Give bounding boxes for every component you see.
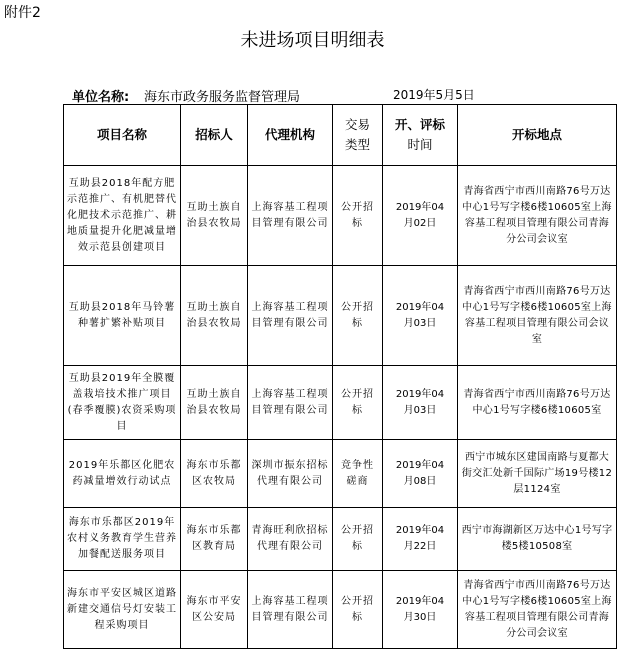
attachment-label: 附件2 [4, 5, 41, 21]
cell-project: 互助县2018年配方肥示范推广、有机肥替代化肥技术示范推广、耕地质量提升化肥减量增效示范县创建项目 [64, 166, 181, 266]
cell-tenderer: 海东市乐都区农牧局 [181, 440, 248, 508]
cell-type: 竞争性磋商 [333, 440, 383, 508]
cell-time-line2: 月08日 [403, 475, 437, 487]
cell-type: 公开招标 [333, 366, 383, 440]
cell-time-line2: 月03日 [403, 404, 437, 416]
cell-agency: 上海容基工程项目管理有限公司 [248, 266, 333, 366]
cell-agency: 深圳市振东招标代理有限公司 [248, 440, 333, 508]
page-title: 未进场项目明细表 [240, 30, 385, 51]
table-header-row [64, 105, 617, 166]
cell-time-line2: 月30日 [403, 611, 437, 623]
cell-project: 互助县2019年全膜覆盖栽培技术推广项目(春季覆膜)农资采购项目 [64, 366, 181, 440]
unit-name-value: 海东市政务服务监督管理局 [144, 90, 301, 105]
header-project: 项目名称 [64, 105, 181, 166]
cell-tenderer: 互助土族自治县农牧局 [181, 166, 248, 266]
cell-time-line1: 2019年04 [395, 301, 445, 313]
header-time-line2: 时间 [407, 137, 433, 152]
unit-name-label: 单位名称: [72, 90, 130, 105]
cell-agency: 上海容基工程项目管理有限公司 [248, 571, 333, 649]
header-trade-type-line2: 类型 [344, 137, 370, 152]
cell-tenderer: 海东市平安区公安局 [181, 571, 248, 649]
table-row [64, 366, 617, 440]
cell-type: 公开招标 [333, 166, 383, 266]
cell-agency: 上海容基工程项目管理有限公司 [248, 366, 333, 440]
cell-location: 西宁市城东区建国南路与夏都大街交汇处新千国际广场19号楼12层1124室 [458, 440, 617, 508]
table-row [64, 508, 617, 571]
header-location: 开标地点 [458, 105, 617, 166]
cell-time-line1: 2019年04 [395, 459, 445, 471]
header-trade-type [333, 105, 383, 166]
cell-time-line1: 2019年04 [395, 525, 445, 536]
cell-project: 互助县2018年马铃薯种薯扩繁补贴项目 [64, 266, 181, 366]
table-row [64, 440, 617, 508]
cell-time-line1: 2019年04 [395, 201, 445, 213]
cell-time-line2: 月02日 [403, 217, 437, 229]
cell-time [383, 508, 458, 571]
cell-location: 青海省西宁市西川南路76号万达中心1号写字楼6楼10605室上海容基工程项目管理有限公司会议室 [458, 266, 617, 366]
cell-location: 西宁市海湖新区万达中心1号写字楼5楼10508室 [458, 508, 617, 571]
cell-tenderer: 海东市乐都区教育局 [181, 508, 248, 571]
cell-agency: 上海容基工程项目管理有限公司 [248, 166, 333, 266]
cell-time [383, 166, 458, 266]
cell-tenderer: 互助土族自治县农牧局 [181, 366, 248, 440]
report-date: 2019年5月5日 [393, 88, 475, 102]
projects-table [63, 104, 617, 649]
cell-time [383, 440, 458, 508]
header-time [383, 105, 458, 166]
cell-type: 公开招标 [333, 508, 383, 571]
header-time-line1: 开、评标 [394, 117, 445, 132]
cell-time [383, 266, 458, 366]
cell-location: 青海省西宁市西川南路76号万达中心1号写字楼6楼10605室上海容基工程项目管理有限公司青海分公司会议室 [458, 571, 617, 649]
cell-time [383, 366, 458, 440]
cell-project: 海东市乐都区2019年农村义务教育学生营养加餐配送服务项目 [64, 508, 181, 571]
table-row [64, 571, 617, 649]
cell-time-line1: 2019年04 [395, 595, 445, 607]
cell-project: 海东市平安区城区道路新建交通信号灯安装工程采购项目 [64, 571, 181, 649]
table-row [64, 266, 617, 366]
cell-project: 2019年乐都区化肥农药减量增效行动试点 [64, 440, 181, 508]
cell-type: 公开招标 [333, 571, 383, 649]
cell-location: 青海省西宁市西川南路76号万达中心1号写字楼6楼10605室 [458, 366, 617, 440]
cell-time [383, 571, 458, 649]
cell-tenderer: 互助土族自治县农牧局 [181, 266, 248, 366]
header-trade-type-line1: 交易 [344, 117, 370, 132]
cell-agency: 青海旺利欣招标代理有限公司 [248, 508, 333, 571]
cell-type: 公开招标 [333, 266, 383, 366]
cell-time-line2: 月03日 [403, 317, 437, 329]
header-agency: 代理机构 [248, 105, 333, 166]
cell-location: 青海省西宁市西川南路76号万达中心1号写字楼6楼10605室上海容基工程项目管理有限公司青海分公司会议室 [458, 166, 617, 266]
table-row [64, 166, 617, 266]
cell-time-line2: 月22日 [403, 541, 437, 552]
cell-time-line1: 2019年04 [395, 388, 445, 400]
header-tenderer: 招标人 [181, 105, 248, 166]
